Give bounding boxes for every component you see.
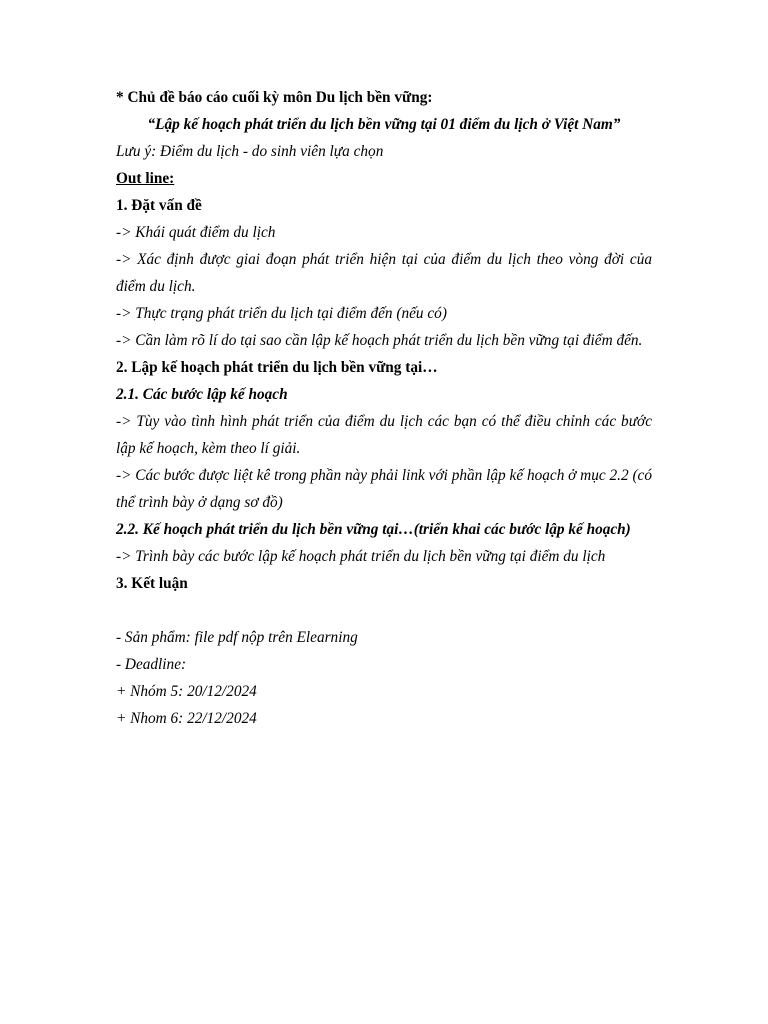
- section-2-1-heading: 2.1. Các bước lập kế hoạch: [116, 386, 288, 403]
- section-1-item: -> Xác định được giai đoạn phát triển hiện tại của điểm du lịch theo vòng đời của điểm du lịch.: [116, 251, 652, 295]
- outline-label: Out line:: [116, 170, 175, 187]
- document-page: [116, 84, 652, 732]
- section-2-2-heading: 2.2. Kế hoạch phát triển du lịch bền vững tại…(triển khai các bước lập kế hoạch): [116, 521, 631, 538]
- deadline-group-6: + Nhom 6: 22/12/2024: [116, 710, 257, 727]
- deadline-label: - Deadline:: [116, 656, 187, 673]
- section-2-2-item: -> Trình bày các bước lập kế hoạch phát triển du lịch bền vững tại điểm du lịch: [116, 548, 606, 565]
- section-1-heading: 1. Đặt vấn đề: [116, 197, 202, 214]
- topic-line: * Chủ đề báo cáo cuối kỳ môn Du lịch bền vững:: [116, 89, 433, 106]
- section-1-item: -> Thực trạng phát triển du lịch tại điểm đến (nếu có): [116, 305, 447, 322]
- section-2-1-item: -> Các bước được liệt kê trong phần này phải link với phần lập kế hoạch ở mục 2.2 (có thể trình bày ở dạng sơ đồ): [116, 467, 652, 511]
- product-line: - Sản phẩm: file pdf nộp trên Elearning: [116, 629, 358, 646]
- section-1-item: -> Cần làm rõ lí do tại sao cần lập kế hoạch phát triển du lịch bền vững tại điểm đến.: [116, 332, 643, 349]
- report-title: “Lập kế hoạch phát triển du lịch bền vững tại 01 điểm du lịch ở Việt Nam”: [147, 116, 621, 133]
- section-2-heading: 2. Lập kế hoạch phát triển du lịch bền vững tại…: [116, 359, 438, 376]
- section-3-heading: 3. Kết luận: [116, 575, 188, 592]
- section-1-item: -> Khái quát điểm du lịch: [116, 224, 276, 241]
- spacer: [116, 597, 652, 624]
- note-line: Lưu ý: Điểm du lịch - do sinh viên lựa chọn: [116, 143, 384, 160]
- section-2-1-item: -> Tùy vào tình hình phát triển của điểm du lịch các bạn có thể điều chỉnh các bước lập kế hoạch, kèm theo lí giải.: [116, 413, 652, 457]
- deadline-group-5: + Nhóm 5: 20/12/2024: [116, 683, 257, 700]
